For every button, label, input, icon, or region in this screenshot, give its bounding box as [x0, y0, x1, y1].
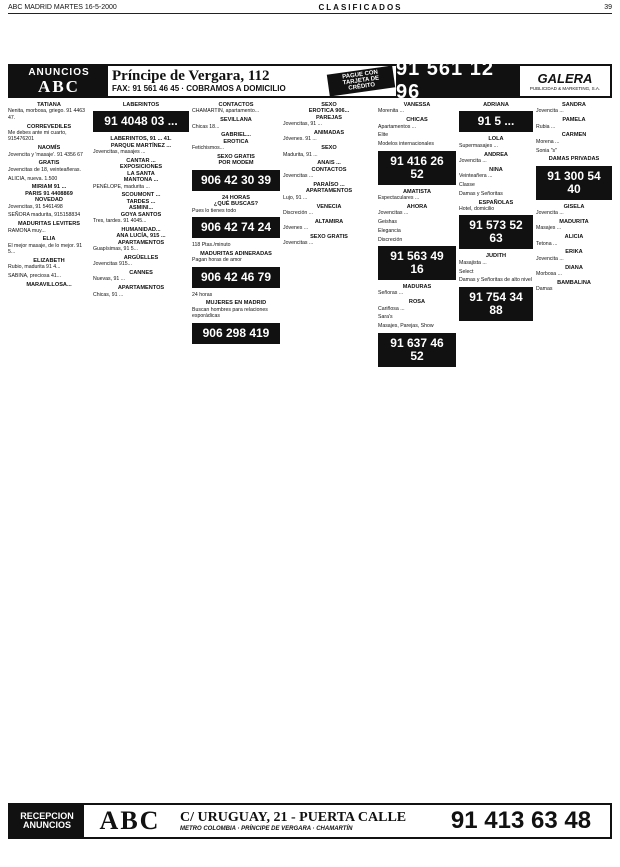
classified-heading: AHORA: [406, 203, 428, 210]
classified-entry: Chicas 18...: [192, 123, 220, 130]
classified-heading: SEXO GRATIS: [310, 234, 348, 241]
classified-heading: NINA: [489, 166, 503, 173]
classified-heading: CORREVEDILES: [26, 123, 72, 130]
column-2: [93, 102, 189, 797]
classified-entry: Fetichismos...: [192, 145, 224, 152]
classified-heading: PAMELA: [562, 117, 586, 124]
ad-phone-box: 91 300 54 40: [536, 166, 612, 200]
banner-address-block: [108, 66, 326, 96]
ad-phone-box: 906 42 74 24: [192, 217, 280, 238]
reception-label: RECEPCION ANUNCIOS: [10, 805, 84, 837]
classified-heading: ADRIANA: [483, 102, 509, 108]
ad-phone-box: 91 5 ...: [459, 111, 533, 132]
classified-heading: DAMAS PRIVADAS: [548, 156, 600, 163]
classified-heading: ASMINI...: [128, 205, 154, 212]
classified-heading: 24 HORAS: [222, 194, 250, 201]
classified-heading: CANNES: [129, 270, 153, 277]
column-6: [459, 102, 533, 797]
classified-heading: ANDREA: [484, 151, 508, 158]
page-number: 39: [604, 4, 612, 11]
classified-entry: Modelos internacionales: [378, 141, 434, 148]
classified-entry: Nenita, morbosa, griego. 91 4463 47.: [8, 108, 85, 121]
classified-heading: ARGÜELLES: [123, 254, 159, 261]
classified-heading: VANESSA: [403, 102, 431, 108]
classified-entry: El mejor masaje, de lo mejor. 91 5...: [8, 242, 83, 256]
ad-phone-box: 91 416 26 52: [378, 151, 456, 185]
classified-heading: CANTAR ...: [126, 158, 156, 165]
classified-heading: ELIA: [42, 236, 56, 243]
classified-heading: MIRIAM 91 ...: [31, 184, 67, 191]
logo-bottom: ABC: [38, 76, 80, 96]
classified-entry: Apartamentos ...: [378, 123, 417, 130]
galera-name: GALERA: [537, 71, 593, 86]
classified-entry: Jovencitas ...: [283, 240, 314, 247]
classified-heading: ROSA: [408, 299, 426, 306]
classified-heading: MADURITAS LEVITERS: [17, 221, 81, 228]
classified-entry: Jovencita ...: [536, 210, 564, 217]
classified-heading: LABERINTOS, 91 ... 41.: [110, 136, 172, 143]
ad-phone-box: 906 298 419: [192, 323, 280, 344]
classified-entry: Morbosa ...: [536, 271, 562, 278]
column-1: [8, 102, 90, 797]
classified-entry: Classe: [459, 182, 475, 189]
classified-heading: MADURITA: [559, 219, 589, 226]
classified-entry: Jovencita y 'masaje'. 91 4356 67: [8, 151, 83, 158]
classified-heading: EXPOSICIONES: [119, 164, 163, 171]
classified-entry: Chicas, 91 ...: [93, 291, 124, 298]
footer-abc-logo: ABC: [99, 806, 161, 835]
classified-entry: Hotel, domicilio: [459, 206, 495, 213]
classified-entry: Damas y Señoritas de alto nivel: [459, 277, 532, 284]
banner-address: Príncipe de Vergara, 112: [112, 67, 270, 84]
classified-entry: ALICIA, nueva. 1.500: [8, 175, 58, 182]
classified-heading: ANA LUCÍA, 915 ...: [116, 233, 166, 240]
classified-heading: APARTAMENTOS: [305, 188, 353, 195]
classified-heading: ALTAMIRA: [314, 218, 344, 225]
classified-heading: GISELA: [563, 203, 585, 210]
classified-entry: Geishas: [378, 219, 398, 226]
footer-address: C/ URUGUAY, 21 - PUERTA CALLE: [180, 810, 407, 825]
header-date: ABC MADRID MARTES 16-5-2000: [8, 4, 117, 11]
classified-entry: Jovencitas de 18, veinteañeras.: [8, 166, 81, 173]
classified-heading: NOVEDAD: [35, 197, 63, 204]
classified-heading: TARDES ...: [126, 198, 156, 205]
classified-heading: ALICIA: [564, 234, 584, 241]
classified-entry: Buscan hombres para relaciones esporádicas: [192, 306, 268, 320]
classified-entry: SABINA, preciosa 41...: [8, 273, 62, 280]
classified-heading: LABERINTOS: [122, 102, 160, 108]
classified-entry: Nuevas, 91 ...: [93, 276, 126, 283]
classified-heading: ELIZABETH: [33, 258, 65, 265]
classified-entry: Jovencita ...: [459, 158, 487, 165]
classified-heading: SEXO: [321, 145, 337, 152]
classified-entry: Sara's: [378, 314, 393, 321]
classified-heading: MANTONA ...: [123, 177, 159, 184]
classified-heading: PAREJAS: [315, 114, 342, 121]
classified-entry: Jovencitas 915...: [93, 261, 132, 268]
classified-entry: SEÑORA madurita, 915158834: [8, 212, 81, 219]
classified-entry: Espectaculares ...: [378, 195, 420, 202]
classified-entry: CHAMARTIN, apartamento...: [192, 108, 260, 115]
classified-heading: SCOUMONT ...: [121, 192, 161, 199]
bottom-banner-ad: [8, 803, 612, 839]
banner-phone: 91 561 12 96: [396, 66, 520, 96]
classified-entry: Rubio, madurita 91 4...: [8, 264, 61, 271]
classified-heading: SEVILLANA: [220, 117, 252, 124]
classified-entry: Jovencita ...: [536, 255, 564, 262]
banner-fax: FAX: 91 561 46 45 · COBRAMOS A DOMICILIO: [112, 83, 286, 93]
classified-heading: EROTICA 906...: [308, 108, 350, 115]
classified-entry: Señoras ...: [378, 290, 404, 297]
classified-entry: Madurita, 91 ...: [283, 151, 318, 158]
classified-entry: Cariñosa ...: [378, 305, 405, 312]
galera-logo: [520, 66, 610, 96]
classified-entry: Elite: [378, 132, 389, 139]
classified-entry: Tetona ...: [536, 240, 558, 247]
classified-entry: Jovencitas ...: [378, 210, 409, 217]
classified-heading: ERIKA: [565, 249, 583, 256]
logo-top: ANUNCIOS: [28, 66, 90, 78]
classified-entry: Jovencitas ...: [283, 173, 314, 180]
page-header: [8, 2, 612, 14]
classified-heading: AMATISTA: [402, 188, 432, 195]
classified-heading: EROTICA: [223, 138, 249, 145]
galera-subtitle: PUBLICIDAD & MARKETING, S.A.: [529, 86, 601, 91]
classified-heading: TATIANA: [37, 102, 61, 108]
column-5: [378, 102, 456, 797]
ad-phone-box: 91 4048 03 ...: [93, 111, 189, 132]
classified-entry: Masajes ...: [536, 225, 562, 232]
classified-heading: MADURAS: [402, 284, 432, 291]
classified-entry: Masajes, Parejas, Show: [378, 323, 434, 330]
classified-heading: POR MODEM: [218, 160, 254, 167]
classified-entry: Jóvenes. 91 ...: [283, 136, 317, 143]
classified-heading: ANAIS ...: [317, 160, 341, 167]
classified-heading: MUJERES EN MADRID: [205, 300, 267, 307]
classified-heading: HUMANIDAD...: [121, 226, 161, 233]
classified-heading: APARTAMENTOS: [117, 239, 165, 246]
classified-entry: Elegancia: [378, 227, 401, 234]
classified-heading: LA SANTA: [127, 170, 155, 177]
classified-heading: SEXO GRATIS: [217, 154, 255, 161]
classified-heading: CARMEN: [561, 132, 587, 139]
footer-phone: 91 413 63 48: [450, 807, 592, 834]
ad-phone-box: 91 754 34 88: [459, 287, 533, 321]
classified-heading: GRATIS: [38, 160, 60, 167]
classified-heading: DIANA: [565, 264, 583, 271]
classified-entry: Rubia ...: [536, 123, 556, 130]
classified-heading: CONTACTOS: [311, 166, 347, 173]
classified-entry: Morenita ...: [378, 108, 404, 115]
classified-entry: Tres, tardes. 91 4045...: [93, 218, 147, 225]
column-7: [536, 102, 612, 797]
classified-heading: SEXO: [321, 102, 337, 108]
classified-entry: Jovencitas, 91 ...: [283, 121, 322, 128]
classified-heading: MADURITAS ADINERADAS: [200, 250, 272, 257]
classified-entry: Me debes ante mi cuarto, 915476201: [8, 130, 67, 143]
classified-heading: ¿QUÉ BUSCAS?: [213, 201, 259, 208]
classified-heading: VENECIA: [316, 203, 342, 210]
classified-entry: Guapísimas, 91 5...: [93, 246, 138, 253]
classified-entry: Pues lo tienes todo: [192, 207, 237, 214]
ad-phone-box: 91 637 46 52: [378, 333, 456, 367]
classified-entry: Jovencita ...: [536, 108, 564, 115]
footer-address-block: [176, 805, 432, 837]
classified-heading: APARTAMENTOS: [117, 285, 165, 292]
classified-heading: PARQUE MARTÍNEZ ...: [110, 142, 172, 149]
section-title: CLASIFICADOS: [318, 3, 403, 12]
ad-phone-box: 91 573 52 63: [459, 215, 533, 249]
classified-entry: Lujo, 91 ...: [283, 194, 308, 201]
classified-entry: Jóvenes ...: [283, 225, 309, 232]
classified-entry: Supermasajes ...: [459, 142, 498, 149]
credit-card-badge: PAGUE CON TARJETA DE CRÉDITO: [327, 66, 395, 97]
classified-heading: ESPAÑOLAS: [478, 199, 514, 206]
classified-heading: JUDITH: [485, 253, 507, 260]
classified-heading: PARIS 91 4408869: [25, 190, 73, 197]
classified-heading: GABRIEL...: [221, 132, 251, 139]
classified-entry: Jovencitas, masajes ...: [93, 149, 146, 156]
classified-entry: Pagan horas de amor: [192, 257, 242, 264]
classified-entry: Morena ...: [536, 138, 560, 145]
classified-entry: RAMONA muy...: [8, 227, 46, 234]
ad-phone-box: 906 42 46 79: [192, 267, 280, 288]
classified-heading: SANDRA: [562, 102, 586, 108]
classified-entry: Select: [459, 268, 474, 275]
classified-heading: BAMBALINA: [557, 279, 591, 286]
classified-entry: Damas: [536, 286, 553, 293]
abc-logo: [10, 66, 108, 96]
classified-entry: Discreción ...: [283, 210, 313, 217]
classified-entry: 118 Ptas./minuto: [192, 242, 231, 249]
classified-entry: Sonia "s": [536, 147, 557, 154]
classified-heading: LOLA: [488, 136, 504, 143]
classified-heading: MARAVILLOSA...: [26, 282, 72, 289]
classified-entry: Damas y Señoritas: [459, 190, 503, 197]
classified-heading: NAOMÍS: [37, 145, 61, 152]
classified-entry: Veinteañera ...: [459, 173, 493, 180]
classified-heading: PARAÍSO ...: [313, 182, 345, 189]
classified-entry: Masajista ...: [459, 259, 487, 266]
ad-phone-box: 91 563 49 16: [378, 246, 456, 280]
classified-entry: Discreción: [378, 236, 403, 243]
classified-entry: PENÉLOPE, madurita ...: [93, 183, 150, 190]
classified-heading: CONTACTOS: [218, 102, 254, 108]
classified-heading: GOYA SANTOS: [120, 211, 162, 218]
column-3: [192, 102, 280, 797]
column-4: [283, 102, 375, 797]
classified-entry: 24 horas: [192, 291, 213, 298]
footer-metro: METRO COLOMBIA · PRÍNCIPE DE VERGARA · CHAMARTÍN: [180, 826, 353, 832]
classified-heading: ANIMADAS: [313, 130, 345, 137]
ad-phone-box: 906 42 30 39: [192, 170, 280, 191]
classified-entry: Jovencitas, 91 5461498: [8, 203, 63, 210]
classified-heading: CHICAS: [406, 117, 428, 124]
top-banner-ad: [8, 58, 612, 103]
